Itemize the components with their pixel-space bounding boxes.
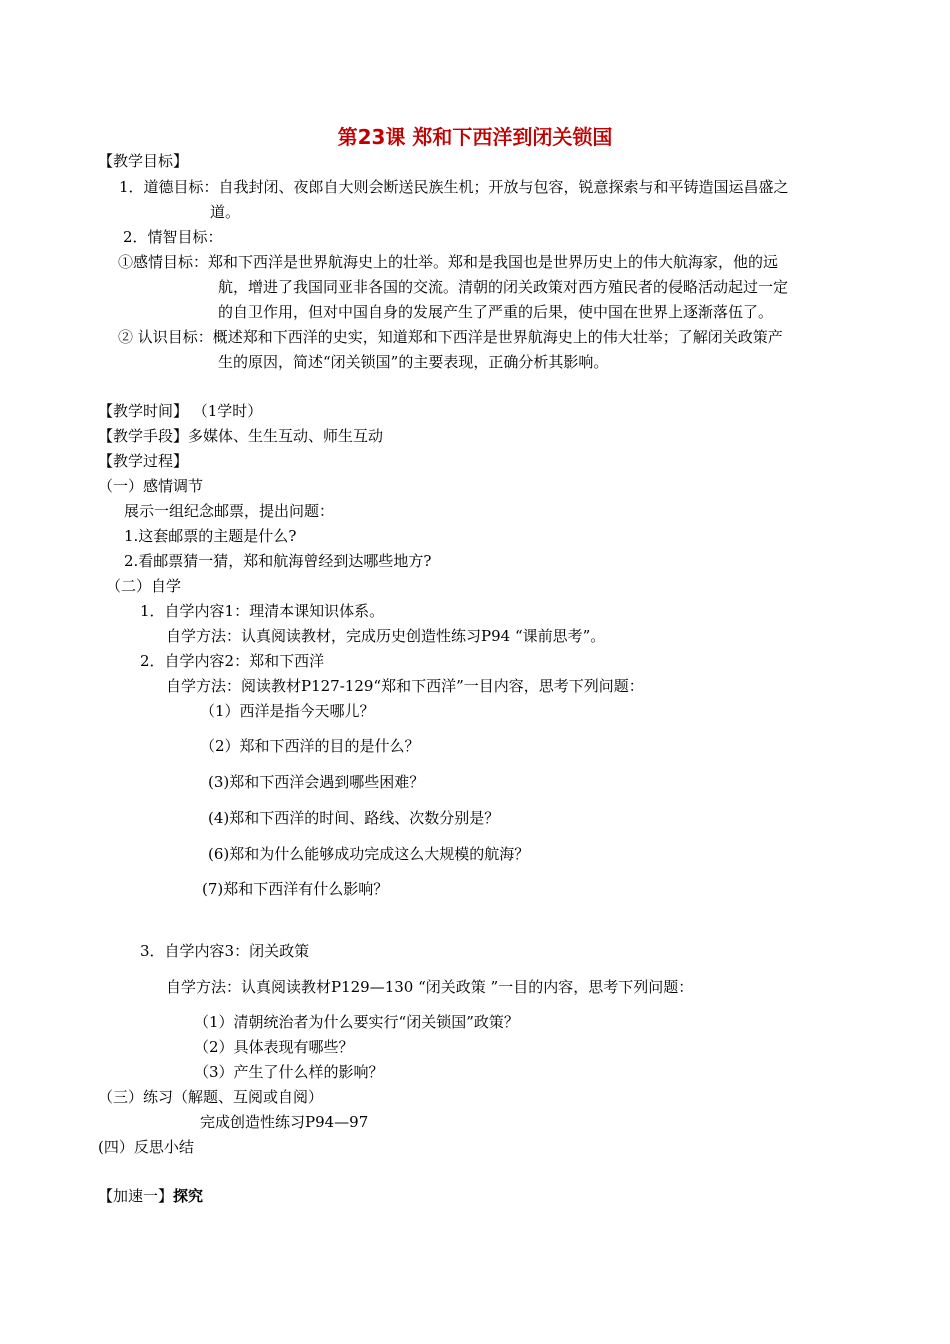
accelerate-explore: 探究: [173, 1187, 204, 1205]
policy-question-1: （1）清朝统治者为什么要实行“闭关锁国”政策？: [194, 1013, 519, 1031]
feeling-goal-cont-1: 航，增进了我国同亚非各国的交流。清朝的闭关政策对西方殖民者的侵略活动起过一定: [218, 278, 789, 296]
feeling-goal-cont-2: 的自卫作用，但对中国自身的发展产生了严重的后果，使中国在世界上逐渐落伍了。: [218, 303, 774, 321]
accelerate-heading: [98, 1186, 203, 1206]
question-4: (4)郑和下西洋的时间、路线、次数分别是？: [208, 809, 500, 827]
accelerate-label: 【加速一】: [98, 1187, 174, 1205]
policy-question-2: （2）具体表现有哪些？: [194, 1038, 354, 1056]
moral-goal: 1．道德目标：自我封闭、夜郎自大则会断送民族生机；开放与包容，锐意探索与和平铸造国运昌盛之: [119, 178, 789, 196]
moral-goal-cont: 道。: [210, 203, 241, 221]
section-4: (四）反思小结: [98, 1138, 194, 1156]
self-study-3: 3．自学内容3：闭关政策: [140, 942, 310, 960]
self-study-2-method: 自学方法：阅读教材P127-129“郑和下西洋”一目内容，思考下列问题：: [166, 677, 644, 695]
section-3: （三）练习（解题、互阅或自阅）: [98, 1088, 324, 1106]
section-1-intro: 展示一组纪念邮票，提出问题：: [124, 502, 335, 520]
section-1: （一）感情调节: [98, 477, 204, 495]
heading-teaching-time: 【教学时间】 （1学时）: [98, 402, 263, 420]
heading-teaching-process: 【教学过程】: [98, 452, 189, 470]
section-1-q1: 1.这套邮票的主题是什么?: [124, 527, 297, 545]
question-2: （2）郑和下西洋的目的是什么？: [200, 737, 420, 755]
self-study-2: 2．自学内容2：郑和下西洋: [140, 652, 325, 670]
self-study-1: 1．自学内容1：理清本课知识体系。: [140, 602, 385, 620]
question-6: (6)郑和为什么能够成功完成这么大规模的航海？: [208, 845, 530, 863]
self-study-1-method: 自学方法：认真阅读教材，完成历史创造性练习P94 “课前思考”。: [166, 627, 606, 645]
page-title: 第23课 郑和下西洋到闭关锁国: [337, 125, 613, 149]
self-study-3-method: 自学方法：认真阅读教材P129—130 “闭关政策 ”一目的内容，思考下列问题：: [166, 978, 694, 996]
question-7: (7)郑和下西洋有什么影响？: [202, 880, 389, 898]
heading-teaching-means: 【教学手段】多媒体、生生互动、师生互动: [98, 427, 384, 445]
section-3-task: 完成创造性练习P94—97: [200, 1113, 369, 1131]
question-1: （1）西洋是指今天哪儿？: [200, 702, 375, 720]
heading-teaching-goals: 【教学目标】: [98, 152, 189, 170]
policy-question-3: （3）产生了什么样的影响？: [194, 1063, 384, 1081]
cognition-goal-cont: 生的原因，简述“闭关锁国”的主要表现，正确分析其影响。: [218, 353, 609, 371]
cognition-goal: ② 认识目标：概述郑和下西洋的史实，知道郑和下西洋是世界航海史上的伟大壮举；了解闭关政策产: [118, 328, 783, 346]
section-2: （二）自学: [106, 577, 182, 595]
feeling-goal: ①感情目标：郑和下西洋是世界航海史上的壮举。郑和是我国也是世界历史上的伟大航海家，他的远: [118, 253, 779, 271]
section-1-q2: 2.看邮票猜一猜，郑和航海曾经到达哪些地方?: [124, 552, 432, 570]
emotional-intellect-goal: 2．情智目标：: [123, 228, 223, 246]
question-3: (3)郑和下西洋会遇到哪些困难？: [208, 773, 425, 791]
